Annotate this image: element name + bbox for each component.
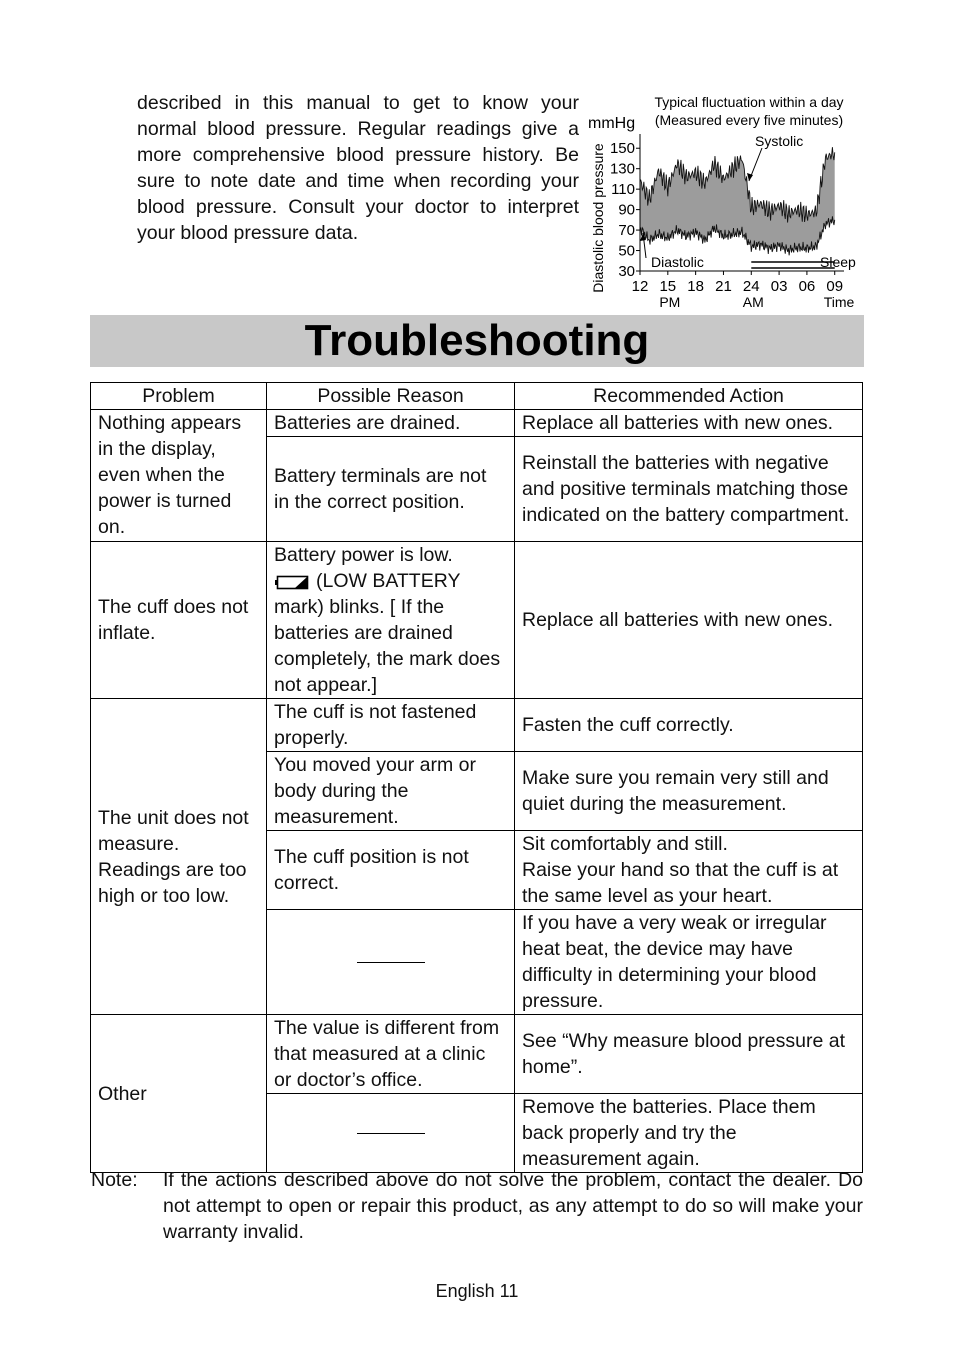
intro-paragraph: described in this manual to get to know your normal blood pressure. Regular readings give a more comprehensive blood pressure history. Be sure to note date and time when recording your blood pressure. Consult your doctor to interpret your blood pressure data. <box>137 92 579 244</box>
chart-unit-label: mmHg <box>588 115 636 132</box>
bp-fluctuation-chart <box>582 88 872 312</box>
y-tick-label: 90 <box>618 201 635 219</box>
column-header-action: Recommended Action <box>515 383 863 410</box>
reason-cell: The cuff is not fastened properly. <box>267 699 515 752</box>
table-row <box>91 699 863 752</box>
y-tick-label: 30 <box>618 263 635 280</box>
low-battery-icon <box>274 574 310 590</box>
action-cell: Fasten the cuff correctly. <box>515 699 863 752</box>
action-cell: Make sure you remain very still and quiet during the measurement. <box>515 752 863 831</box>
reason-cell: Battery terminals are not in the correct position. <box>267 437 515 542</box>
problem-cell: The cuff does not inflate. <box>91 542 267 699</box>
x-axis-title: Time <box>823 294 855 310</box>
chart-subtitle: (Measured every five minutes) <box>654 112 844 128</box>
reason-cell: You moved your arm or body during the measurement. <box>267 752 515 831</box>
action-cell: Remove the batteries. Place them back properly and try the measurement again. <box>515 1094 863 1173</box>
y-tick-label: 150 <box>609 140 635 158</box>
sleep-annotation: Sleep <box>820 254 856 270</box>
chart-plot-area <box>610 133 856 310</box>
x-tick-label: 18 <box>687 278 704 295</box>
column-header-problem: Problem <box>91 383 267 410</box>
y-tick-label: 130 <box>609 160 635 178</box>
chart-title: Typical fluctuation within a day <box>654 94 844 110</box>
action-cell: See “Why measure blood pressure at home”. <box>515 1015 863 1094</box>
page-title: Troubleshooting <box>304 316 650 365</box>
column-header-reason: Possible Reason <box>267 383 515 410</box>
reason-cell: Batteries are drained. <box>267 410 515 437</box>
action-cell: Sit comfortably and still. Raise your hand so that the cuff is at the same level as your heart. <box>515 831 863 910</box>
problem-cell: Nothing appears in the display, even when the power is turned on. <box>91 410 267 542</box>
systolic-annotation: Systolic <box>755 133 804 149</box>
problem-cell: The unit does not measure. Readings are too high or too low. <box>91 699 267 1015</box>
action-cell: If you have a very weak or irregular heat beat, the device may have difficulty in determining your blood pressure. <box>515 910 863 1015</box>
troubleshooting-table <box>90 382 863 1173</box>
x-sub-label: PM <box>659 294 681 310</box>
table-header-row <box>91 383 863 410</box>
problem-cell: Other <box>91 1015 267 1173</box>
reason-cell: The cuff position is not correct. <box>267 831 515 910</box>
dash-divider <box>357 1133 425 1134</box>
action-cell: Replace all batteries with new ones. <box>515 410 863 437</box>
x-tick-label: 09 <box>826 278 844 295</box>
x-sub-label: AM <box>742 294 764 310</box>
reason-cell-empty <box>267 1094 515 1173</box>
x-tick-label: 15 <box>659 278 677 295</box>
x-tick-label: 06 <box>798 278 816 295</box>
action-cell: Replace all batteries with new ones. <box>515 542 863 699</box>
y-tick-label: 50 <box>618 242 635 260</box>
x-tick-label: 21 <box>715 278 732 295</box>
reason-cell: Battery power is low. (LOW BATTERY mark) blinks. [ If the batteries are drained completely, the mark does not appear.] <box>267 542 515 699</box>
troubleshooting-banner <box>90 315 864 367</box>
table-row <box>91 1015 863 1094</box>
x-tick-label: 03 <box>770 278 788 295</box>
note <box>91 1167 863 1245</box>
reason-cell: The value is different from that measured at a clinic or doctor’s office. <box>267 1015 515 1094</box>
action-cell: Reinstall the batteries with negative and positive terminals matching those indicated on the battery compartment. <box>515 437 863 542</box>
dash-divider <box>357 962 425 963</box>
x-tick-label: 24 <box>742 278 760 295</box>
note-label: Note: <box>91 1169 138 1191</box>
table-row <box>91 410 863 437</box>
note-text: If the actions described above do not solve the problem, contact the dealer. Do not attempt to open or repair this product, as any attempt to do so will make your warranty invalid. <box>163 1169 863 1243</box>
page-footer: English 11 <box>435 1281 519 1301</box>
chart-y-axis-label: Diastolic blood pressure <box>590 143 606 293</box>
y-tick-label: 70 <box>618 222 635 240</box>
table-row <box>91 542 863 699</box>
x-tick-label: 12 <box>631 278 649 295</box>
diastolic-annotation: Diastolic <box>651 254 704 270</box>
y-tick-label: 110 <box>611 181 635 199</box>
reason-cell-empty <box>267 910 515 1015</box>
